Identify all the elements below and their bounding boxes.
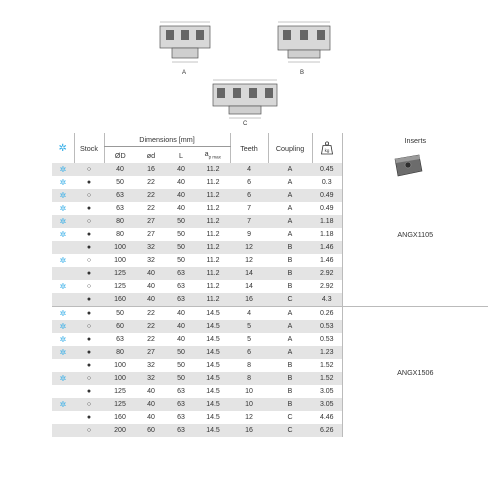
- cell-teeth: 12: [230, 254, 268, 267]
- stock-indicator: ●: [74, 359, 104, 372]
- stock-indicator: ○: [74, 280, 104, 293]
- cell-length: 40: [166, 189, 196, 202]
- cell-teeth: 9: [230, 228, 268, 241]
- stock-indicator: ○: [74, 215, 104, 228]
- cell-coupling: C: [268, 424, 312, 437]
- stock-marker-icon: ✲: [52, 215, 74, 228]
- cell-teeth: 6: [230, 176, 268, 189]
- cell-ap-max: 11.2: [196, 176, 230, 189]
- stock-header: Stock: [74, 133, 104, 163]
- stock-indicator: ○: [74, 254, 104, 267]
- cell-ap-max: 11.2: [196, 241, 230, 254]
- cell-d-outer: 80: [104, 228, 136, 241]
- cell-length: 63: [166, 398, 196, 411]
- cell-d-inner: 40: [136, 293, 166, 307]
- cell-coupling: C: [268, 293, 312, 307]
- drawing-a-label: A: [182, 70, 187, 76]
- drawing-a: [150, 18, 220, 70]
- cell-ap-max: 14.5: [196, 333, 230, 346]
- cell-ap-max: 14.5: [196, 385, 230, 398]
- cell-d-inner: 32: [136, 241, 166, 254]
- cell-d-outer: 63: [104, 189, 136, 202]
- stock-marker-icon: ✲: [52, 254, 74, 267]
- stock-marker-icon: [52, 359, 74, 372]
- stock-marker-icon: ✲: [52, 280, 74, 293]
- cell-teeth: 12: [230, 411, 268, 424]
- cell-length: 50: [166, 346, 196, 359]
- cell-weight: 1.46: [312, 241, 342, 254]
- cell-ap-max: 14.5: [196, 398, 230, 411]
- cell-d-inner: 27: [136, 346, 166, 359]
- cell-d-outer: 125: [104, 385, 136, 398]
- svg-text:kg: kg: [324, 148, 330, 154]
- drawing-b: [268, 18, 338, 70]
- cell-teeth: 16: [230, 293, 268, 307]
- cell-length: 40: [166, 176, 196, 189]
- cell-d-inner: 32: [136, 359, 166, 372]
- cell-weight: 0.45: [312, 163, 342, 176]
- cell-d-inner: 22: [136, 176, 166, 189]
- cell-d-outer: 63: [104, 333, 136, 346]
- tool-drawings: [0, 0, 490, 132]
- cell-weight: 1.52: [312, 372, 342, 385]
- stock-indicator: ●: [74, 385, 104, 398]
- cell-d-outer: 40: [104, 163, 136, 176]
- cell-d-inner: 22: [136, 307, 166, 321]
- inserts-header: Inserts: [342, 133, 488, 163]
- cell-length: 50: [166, 372, 196, 385]
- stock-marker-icon: [52, 267, 74, 280]
- cell-d-outer: 63: [104, 202, 136, 215]
- cell-d-outer: 125: [104, 267, 136, 280]
- insert-image: [391, 153, 425, 179]
- cell-d-outer: 60: [104, 320, 136, 333]
- cell-d-inner: 40: [136, 280, 166, 293]
- cell-length: 40: [166, 333, 196, 346]
- cell-d-inner: 22: [136, 333, 166, 346]
- stock-indicator: ●: [74, 202, 104, 215]
- cell-weight: 0.49: [312, 189, 342, 202]
- cell-coupling: B: [268, 398, 312, 411]
- stock-indicator: ●: [74, 333, 104, 346]
- cell-teeth: 7: [230, 215, 268, 228]
- cell-length: 63: [166, 293, 196, 307]
- cell-ap-max: 14.5: [196, 359, 230, 372]
- length-header: L: [179, 150, 183, 160]
- cell-coupling: A: [268, 215, 312, 228]
- cell-d-outer: 160: [104, 293, 136, 307]
- cell-coupling: B: [268, 385, 312, 398]
- cell-d-inner: 16: [136, 163, 166, 176]
- cell-ap-max: 11.2: [196, 202, 230, 215]
- cell-weight: 3.05: [312, 398, 342, 411]
- cell-coupling: B: [268, 241, 312, 254]
- cell-coupling: A: [268, 333, 312, 346]
- d-inner-header: ød: [146, 150, 156, 160]
- insert-type-label: ANGX1506: [342, 307, 488, 438]
- stock-marker-icon: ✲: [52, 202, 74, 215]
- stock-indicator: ●: [74, 293, 104, 307]
- stock-marker-icon: ✲: [52, 189, 74, 202]
- cell-length: 63: [166, 385, 196, 398]
- cell-d-inner: 22: [136, 202, 166, 215]
- cell-coupling: A: [268, 228, 312, 241]
- stock-marker-icon: ✲: [52, 333, 74, 346]
- coupling-header: Coupling: [268, 133, 312, 163]
- stock-marker-icon: [52, 411, 74, 424]
- stock-indicator: ●: [74, 176, 104, 189]
- cell-weight: 2.92: [312, 267, 342, 280]
- stock-indicator: ●: [74, 307, 104, 321]
- cell-coupling: B: [268, 359, 312, 372]
- cell-teeth: 12: [230, 241, 268, 254]
- cell-d-inner: 22: [136, 320, 166, 333]
- cell-d-inner: 40: [136, 267, 166, 280]
- stock-indicator: ●: [74, 228, 104, 241]
- cell-d-outer: 100: [104, 241, 136, 254]
- stock-indicator: ○: [74, 398, 104, 411]
- cell-ap-max: 14.5: [196, 424, 230, 437]
- cell-teeth: 7: [230, 202, 268, 215]
- teeth-header: Teeth: [230, 133, 268, 163]
- cell-d-inner: 32: [136, 254, 166, 267]
- cell-ap-max: 11.2: [196, 267, 230, 280]
- cell-d-outer: 80: [104, 346, 136, 359]
- cell-d-outer: 50: [104, 176, 136, 189]
- cell-teeth: 10: [230, 385, 268, 398]
- cell-coupling: A: [268, 320, 312, 333]
- cell-d-outer: 200: [104, 424, 136, 437]
- cell-length: 50: [166, 254, 196, 267]
- d-outer-header: ØD: [104, 147, 136, 164]
- cell-teeth: 8: [230, 359, 268, 372]
- spec-table-body: [52, 163, 488, 437]
- cell-d-outer: 100: [104, 254, 136, 267]
- drawing-c: [205, 76, 285, 122]
- cell-weight: 4.3: [312, 293, 342, 307]
- cell-weight: 0.49: [312, 202, 342, 215]
- cell-d-outer: 125: [104, 398, 136, 411]
- stock-marker-icon: ✲: [52, 398, 74, 411]
- drawing-c-label: C: [243, 121, 248, 127]
- cell-length: 63: [166, 411, 196, 424]
- kg-weight-icon: [321, 141, 333, 155]
- cell-weight: 1.18: [312, 228, 342, 241]
- cell-length: 50: [166, 215, 196, 228]
- cell-weight: 6.26: [312, 424, 342, 437]
- cell-teeth: 14: [230, 267, 268, 280]
- cell-ap-max: 14.5: [196, 346, 230, 359]
- cell-length: 40: [166, 163, 196, 176]
- stock-indicator: ●: [74, 346, 104, 359]
- cell-ap-max: 14.5: [196, 411, 230, 424]
- cell-length: 40: [166, 320, 196, 333]
- cell-d-outer: 50: [104, 307, 136, 321]
- cell-teeth: 5: [230, 320, 268, 333]
- drawing-b-label: B: [300, 70, 305, 76]
- weight-header: [312, 133, 342, 163]
- cell-coupling: B: [268, 372, 312, 385]
- stock-marker-header: ✲: [58, 142, 67, 154]
- cell-d-inner: 40: [136, 385, 166, 398]
- cell-weight: 1.46: [312, 254, 342, 267]
- cell-coupling: A: [268, 189, 312, 202]
- stock-indicator: ●: [74, 267, 104, 280]
- dimensions-header: Dimensions [mm]: [104, 133, 230, 147]
- insert-type-label: ANGX1105: [342, 163, 488, 307]
- cell-weight: 3.05: [312, 385, 342, 398]
- stock-marker-icon: ✲: [52, 372, 74, 385]
- cell-length: 63: [166, 280, 196, 293]
- cell-teeth: 4: [230, 307, 268, 321]
- cell-weight: 1.18: [312, 215, 342, 228]
- cell-length: 40: [166, 202, 196, 215]
- cell-coupling: B: [268, 267, 312, 280]
- cell-length: 50: [166, 228, 196, 241]
- stock-marker-icon: ✲: [52, 228, 74, 241]
- cell-ap-max: 14.5: [196, 307, 230, 321]
- stock-marker-icon: ✲: [52, 320, 74, 333]
- cell-weight: 2.92: [312, 280, 342, 293]
- cell-coupling: B: [268, 254, 312, 267]
- cell-ap-max: 14.5: [196, 320, 230, 333]
- cell-weight: 0.53: [312, 320, 342, 333]
- stock-marker-icon: [52, 293, 74, 307]
- cell-d-inner: 40: [136, 398, 166, 411]
- table-row: [52, 307, 488, 321]
- cell-ap-max: 14.5: [196, 372, 230, 385]
- cell-d-outer: 125: [104, 280, 136, 293]
- cell-d-inner: 40: [136, 411, 166, 424]
- stock-marker-icon: [52, 385, 74, 398]
- cell-teeth: 6: [230, 346, 268, 359]
- cell-ap-max: 11.2: [196, 215, 230, 228]
- stock-indicator: ○: [74, 372, 104, 385]
- cell-length: 50: [166, 241, 196, 254]
- cell-d-inner: 22: [136, 189, 166, 202]
- stock-indicator: ○: [74, 424, 104, 437]
- cell-ap-max: 11.2: [196, 228, 230, 241]
- stock-marker-icon: ✲: [52, 163, 74, 176]
- cell-length: 63: [166, 267, 196, 280]
- cell-weight: 4.46: [312, 411, 342, 424]
- cell-teeth: 16: [230, 424, 268, 437]
- cell-teeth: 5: [230, 333, 268, 346]
- stock-marker-icon: ✲: [52, 307, 74, 321]
- cell-teeth: 4: [230, 163, 268, 176]
- cell-teeth: 14: [230, 280, 268, 293]
- cell-d-inner: 27: [136, 228, 166, 241]
- stock-indicator: ○: [74, 189, 104, 202]
- cell-length: 50: [166, 359, 196, 372]
- cell-ap-max: 11.2: [196, 293, 230, 307]
- stock-indicator: ○: [74, 163, 104, 176]
- cell-d-inner: 32: [136, 372, 166, 385]
- cell-weight: 0.3: [312, 176, 342, 189]
- cell-ap-max: 11.2: [196, 280, 230, 293]
- cell-coupling: A: [268, 307, 312, 321]
- cell-ap-max: 11.2: [196, 189, 230, 202]
- cell-coupling: B: [268, 280, 312, 293]
- cell-ap-max: 11.2: [196, 254, 230, 267]
- cell-d-outer: 100: [104, 359, 136, 372]
- stock-marker-icon: [52, 424, 74, 437]
- cell-d-inner: 27: [136, 215, 166, 228]
- cell-teeth: 8: [230, 372, 268, 385]
- stock-indicator: ●: [74, 241, 104, 254]
- cell-coupling: A: [268, 202, 312, 215]
- cell-coupling: A: [268, 346, 312, 359]
- cell-d-outer: 100: [104, 372, 136, 385]
- cell-d-outer: 80: [104, 215, 136, 228]
- cell-d-inner: 60: [136, 424, 166, 437]
- cell-weight: 1.23: [312, 346, 342, 359]
- cell-coupling: A: [268, 176, 312, 189]
- cell-coupling: A: [268, 163, 312, 176]
- cell-weight: 1.52: [312, 359, 342, 372]
- ap-header: $a_{p max}$: [204, 149, 221, 160]
- cell-ap-max: 11.2: [196, 163, 230, 176]
- cell-weight: 0.26: [312, 307, 342, 321]
- cell-teeth: 6: [230, 189, 268, 202]
- stock-marker-icon: ✲: [52, 346, 74, 359]
- cell-weight: 0.53: [312, 333, 342, 346]
- cell-teeth: 10: [230, 398, 268, 411]
- cell-length: 40: [166, 307, 196, 321]
- stock-marker-icon: ✲: [52, 176, 74, 189]
- cell-d-outer: 160: [104, 411, 136, 424]
- stock-indicator: ●: [74, 411, 104, 424]
- cell-length: 63: [166, 424, 196, 437]
- stock-indicator: ○: [74, 320, 104, 333]
- cell-coupling: C: [268, 411, 312, 424]
- stock-marker-icon: [52, 241, 74, 254]
